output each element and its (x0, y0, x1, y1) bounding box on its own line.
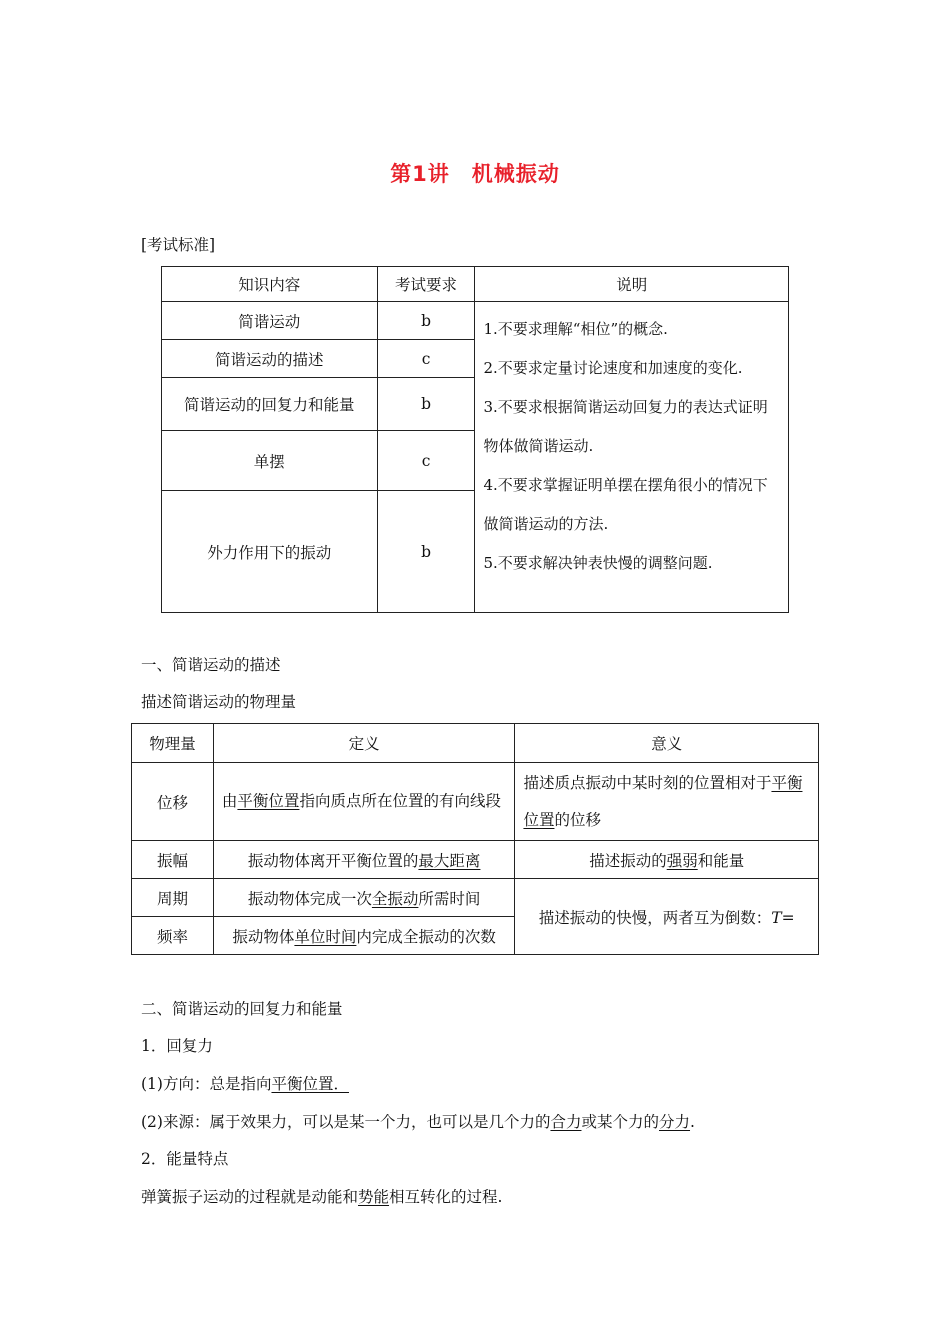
definition-cell: 振动物体单位时间内完成全振动的次数 (213, 917, 515, 955)
section1-subheading: 描述简谐运动的物理量 (141, 693, 297, 711)
note-item: 5.不要求解决钟表快慢的调整问题. (483, 554, 713, 572)
header-definition: 定义 (213, 724, 515, 763)
table-header-row (162, 267, 789, 302)
page-title: 第1讲 机械振动 (390, 162, 560, 186)
definition-cell: 由平衡位置指向质点所在位置的有向线段 (213, 763, 515, 841)
energy-line: 弹簧振子运动的过程就是动能和势能相互转化的过程. (141, 1188, 503, 1206)
quantity-amplitude: 振幅 (132, 841, 214, 879)
physical-quantities-table (131, 723, 819, 955)
quantity-displacement: 位移 (132, 763, 214, 841)
direction-line: (1)方向：总是指向平衡位置． (141, 1075, 349, 1093)
note-item: 1.不要求理解“相位”的概念. (483, 320, 668, 338)
meaning-cell: 描述振动的强弱和能量 (515, 841, 819, 879)
table-row (132, 763, 819, 841)
table-row (132, 841, 819, 879)
topic-cell: 简谐运动的描述 (162, 340, 378, 378)
underlined-term: 平衡位置 (523, 773, 803, 829)
note-item: 3.不要求根据简谐运动回复力的表达式证明物体做简谐运动. (483, 398, 768, 455)
underlined-term: 全振动 (371, 889, 419, 908)
underlined-term: 合力 (550, 1113, 582, 1131)
underlined-term: 平衡位置 (237, 792, 300, 810)
header-level: 考试要求 (377, 267, 475, 302)
source-line: (2)来源：属于效果力，可以是某一个力，也可以是几个力的合力或某个力的分力. (141, 1113, 695, 1131)
note-item: 2.不要求定量讨论速度和加速度的变化. (483, 359, 743, 377)
formula-variable: T (771, 908, 782, 927)
energy-title: 2．能量特点 (141, 1150, 229, 1168)
level-cell: c (377, 340, 475, 378)
quantity-frequency: 频率 (132, 917, 214, 955)
definition-cell: 振动物体完成一次全振动所需时间 (213, 879, 515, 917)
notes-cell (475, 302, 789, 613)
level-cell: b (377, 378, 475, 431)
underlined-term: 势能 (358, 1188, 390, 1206)
table-row (162, 302, 789, 340)
meaning-cell: 描述振动的快慢，两者互为倒数：T= (515, 879, 819, 955)
topic-cell: 单摆 (162, 431, 378, 491)
section1-heading: 一、简谐运动的描述 (141, 656, 281, 674)
section2-heading: 二、简谐运动的回复力和能量 (141, 1000, 343, 1018)
exam-standards-table (161, 266, 789, 613)
level-cell: b (377, 491, 475, 613)
note-item: 4.不要求掌握证明单摆在摆角很小的情况下做简谐运动的方法. (483, 476, 768, 533)
meaning-cell: 描述质点振动中某时刻的位置相对于平衡位置的位移 (515, 763, 819, 841)
topic-cell: 简谐运动的回复力和能量 (162, 378, 378, 431)
header-topic: 知识内容 (162, 267, 378, 302)
level-cell: c (377, 431, 475, 491)
topic-cell: 外力作用下的振动 (162, 491, 378, 613)
table-row (132, 879, 819, 917)
header-quantity: 物理量 (132, 724, 214, 763)
header-notes: 说明 (475, 267, 789, 302)
topic-cell: 简谐运动 (162, 302, 378, 340)
underlined-term: 分力 (659, 1113, 691, 1131)
quantity-period: 周期 (132, 879, 214, 917)
exam-standard-label: [考试标准] (141, 236, 216, 254)
underlined-term: 最大距离 (418, 851, 481, 870)
definition-cell: 振动物体离开平衡位置的最大距离 (213, 841, 515, 879)
header-meaning: 意义 (515, 724, 819, 763)
underlined-term: 单位时间 (294, 927, 357, 946)
underlined-term: 强弱 (666, 851, 698, 870)
level-cell: b (377, 302, 475, 340)
restoring-force-title: 1．回复力 (141, 1037, 213, 1055)
table-header-row (132, 724, 819, 763)
underlined-term: 平衡位置． (271, 1075, 349, 1093)
